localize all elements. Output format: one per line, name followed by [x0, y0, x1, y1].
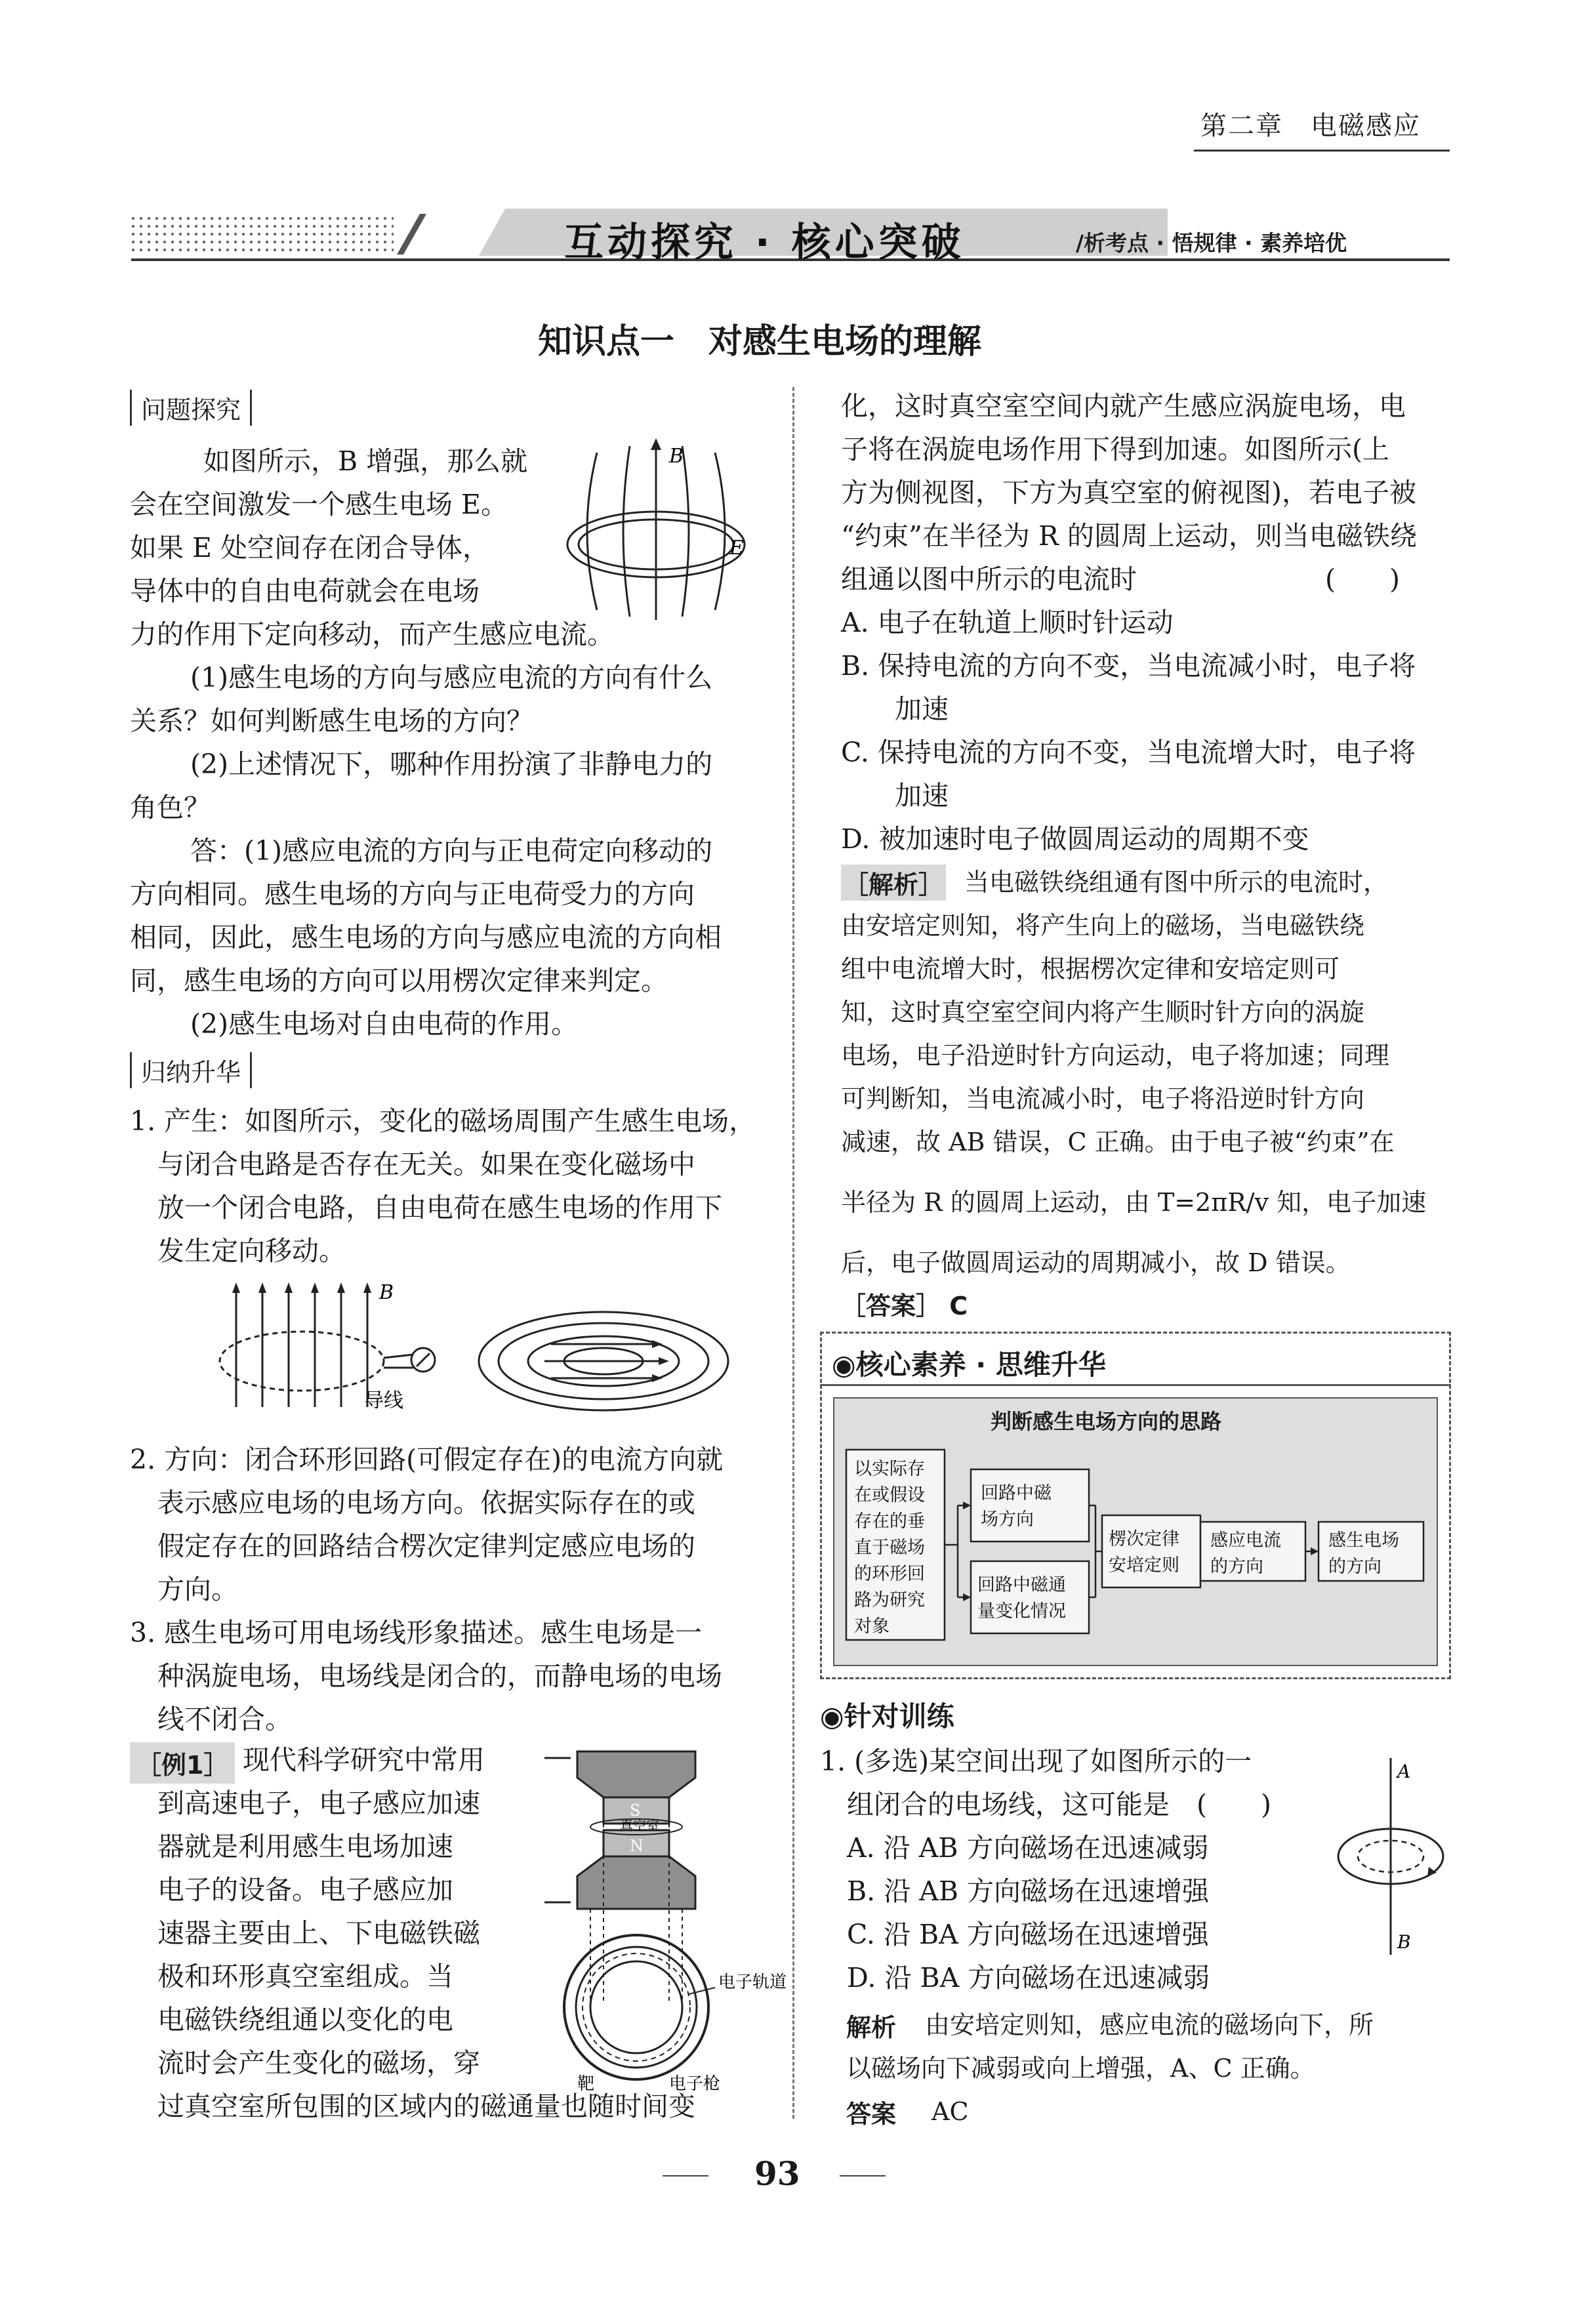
training-q1b: 组闭合的电场线，这可能是 ( ): [820, 1789, 1271, 1820]
answer-4: 同，感生电场的方向可以用楞次定律来判定。: [130, 965, 668, 996]
betatron-gun: 电子枪: [669, 2074, 721, 2093]
core-literacy-rule: [820, 1384, 1451, 1386]
analysis-5: 电场，电子沿逆时针方向运动，电子将加速；同理: [841, 1041, 1390, 1070]
flow-law-1: 楞次定律: [1109, 1529, 1179, 1549]
item2-line3: 假定存在的回路结合楞次定律判定感应电场的: [157, 1530, 695, 1562]
option-C-cont: 加速: [841, 780, 949, 811]
example-line1: 现代科学研究中常用: [243, 1744, 485, 1776]
flow-start-1: 以实际存: [854, 1459, 925, 1479]
betatron-N: N: [630, 1837, 644, 1855]
flow-a-2: 场方向: [981, 1509, 1034, 1530]
section-title: 互动探究 · 核心突破: [564, 220, 965, 266]
flow-b-1: 回路中磁通: [977, 1575, 1066, 1595]
flow-b-2: 量变化情况: [977, 1601, 1066, 1622]
betatron-S: S: [630, 1801, 641, 1820]
q-intro-2: 会在空间激发一个感生电场 E。: [130, 489, 508, 520]
fig-closed-A: A: [1397, 1761, 1411, 1782]
answer-line: ［答案］ C: [841, 1292, 968, 1320]
answer-5: (2)感生电场对自由电荷的作用。: [190, 1008, 579, 1040]
flow-law-2: 安培定则: [1109, 1555, 1179, 1576]
core-literacy-title: ◉核心素养 · 思维升华: [832, 1349, 1106, 1381]
answer-3: 相同，因此，感生电场的方向与感应电流的方向相: [130, 922, 722, 953]
example-line8: 流时会产生变化的磁场，穿: [157, 2047, 480, 2079]
answer-1: 答：(1)感应电流的方向与正电荷定向移动的: [190, 835, 713, 867]
knowledge-title: 知识点一 对感生电场的理解: [538, 322, 982, 361]
fig-closed-B: B: [1397, 1931, 1411, 1953]
fig2-label-B: B: [379, 1281, 394, 1304]
item1-line1: 1. 产生：如图所示，变化的磁场周围产生感生电场，: [130, 1105, 756, 1137]
example-line9: 过真空室所包围的区域内的磁通量也随时间变: [157, 2091, 695, 2122]
training-analysis-2: 以磁场向下减弱或向上增强，A、C 正确。: [846, 2054, 1315, 2083]
question-1b: 关系？如何判断感生电场的方向？: [130, 705, 533, 737]
cont-line4: “约束”在半径为 R 的圆周上运动，则当电磁铁绕: [841, 520, 1417, 552]
training-answer: AC: [931, 2097, 969, 2126]
example-line3: 器就是利用感生电场加速: [157, 1831, 453, 1862]
page-number-dash-left: [663, 2175, 708, 2176]
cont-line1: 化，这时真空室空间内就产生感应涡旋电场，电: [841, 390, 1406, 422]
option-B-cont: 加速: [841, 693, 949, 725]
q-intro-1: 如图所示，B 增强，那么就: [203, 445, 528, 477]
example-line6: 极和环形真空室组成。当: [157, 1961, 453, 1992]
flow-start-4: 直于磁场: [854, 1538, 925, 1558]
item2-line2: 表示感应电场的电场方向。依据实际存在的或: [157, 1487, 695, 1519]
flow-diagram: [840, 1437, 1430, 1660]
flow-field-2: 的方向: [1328, 1557, 1381, 1577]
flow-cur-1: 感应电流: [1210, 1530, 1281, 1551]
training-optA: A. 沿 AB 方向磁场在迅速减弱: [820, 1832, 1209, 1864]
example-line4: 电子的设备。电子感应加: [157, 1874, 453, 1906]
analysis-1: 当电磁铁绕组通有图中所示的电流时，: [964, 868, 1389, 897]
figure-induced-field: [558, 433, 761, 623]
column-divider: [792, 387, 794, 2119]
item3-line3: 线不闭合。: [157, 1704, 292, 1735]
cont-line5: 组通以图中所示的电流时 ( ): [841, 563, 1400, 595]
analysis-9: 后，电子做圆周运动的周期减小，故 D 错误。: [841, 1248, 1351, 1277]
problem-explore-label: 问题探究: [130, 390, 252, 426]
item2-line4: 方向。: [157, 1574, 238, 1605]
training-answer-label: 答案: [846, 2100, 897, 2129]
item1-line2: 与闭合电路是否存在无关。如果在变化磁场中: [157, 1149, 695, 1180]
cont-line3: 方为侧视图，下方为真空室的俯视图)，若电子被: [841, 477, 1416, 508]
answer-2: 方向相同。感生电场的方向与正电荷受力的方向: [130, 878, 695, 910]
question-2a: (2)上述情况下，哪种作用扮演了非静电力的: [190, 748, 713, 780]
analysis-8: 半径为 R 的圆周上运动，由 T=2πR/v 知，电子加速: [841, 1188, 1427, 1217]
question-2b: 角色？: [130, 792, 211, 823]
q-intro-3: 如果 E 处空间存在闭合导体，: [130, 532, 489, 563]
option-A: A. 电子在轨道上顺时针运动: [841, 607, 1174, 638]
item2-line1: 2. 方向：闭合环形回路(可假定存在)的电流方向就: [130, 1444, 724, 1475]
flow-cur-2: 的方向: [1210, 1557, 1263, 1577]
cont-line2: 子将在涡旋电场作用下得到加速。如图所示(上: [841, 434, 1389, 465]
option-D: D. 被加速时电子做圆周运动的周期不变: [841, 823, 1309, 855]
figure-betatron: [538, 1738, 787, 2093]
training-analysis-label: 解析: [846, 2013, 897, 2042]
flow-a-1: 回路中磁: [981, 1483, 1052, 1503]
q-intro-4: 导体中的自由电荷就会在电场: [130, 575, 480, 607]
training-optD: D. 沿 BA 方向磁场在迅速减弱: [820, 1962, 1210, 1993]
flow-start-7: 对象: [854, 1616, 890, 1637]
figure-closed-field: [1332, 1751, 1450, 1974]
fig1-label-E: E: [729, 537, 744, 560]
section-subtitle: /析考点 · 悟规律 · 素养培优: [1076, 230, 1347, 256]
training-analysis-1: 由安培定则知，感应电流的磁场向下，所: [925, 2011, 1374, 2039]
flow-field-1: 感生电场: [1328, 1530, 1399, 1551]
example-label: ［例1］: [130, 1742, 235, 1784]
flow-subtitle: 判断感生电场方向的思路: [991, 1409, 1222, 1434]
item1-line4: 发生定向移动。: [157, 1235, 346, 1267]
analysis-6: 可判断知，当电流减小时，电子将沿逆时针方向: [841, 1084, 1365, 1113]
fig1-label-B: B: [669, 445, 684, 468]
training-q1: 1. (多选)某空间出现了如图所示的一: [820, 1746, 1252, 1777]
example-line5: 速器主要由上、下电磁铁磁: [157, 1917, 480, 1949]
chapter-header: 第二章 电磁感应: [1200, 111, 1421, 141]
q-intro-5: 力的作用下定向移动，而产生感应电流。: [130, 619, 614, 650]
question-1a: (1)感生电场的方向与感应电流的方向有什么: [190, 662, 713, 693]
item3-line2: 种涡旋电场，电场线是闭合的，而静电场的电场: [157, 1660, 722, 1692]
flow-start-3: 存在的垂: [854, 1511, 925, 1532]
header-rule-top: [1194, 150, 1450, 152]
flow-start-2: 在或假设: [854, 1485, 925, 1505]
fig2-label-wire: 导线: [364, 1389, 403, 1412]
betatron-vacuum: 真空室: [620, 1818, 659, 1833]
analysis-2: 由安培定则知，将产生向上的磁场，当电磁铁绕: [841, 911, 1365, 940]
betatron-track: 电子轨道: [718, 1972, 787, 1992]
flow-start-6: 路为研究: [854, 1590, 925, 1610]
analysis-3: 组中电流增大时，根据楞次定律和安培定则可: [841, 954, 1340, 983]
training-optB: B. 沿 AB 方向磁场在迅速增强: [820, 1875, 1209, 1907]
summary-label: 归纳升华: [130, 1052, 252, 1088]
page-number: 93: [754, 2154, 800, 2193]
option-B: B. 保持电流的方向不变，当电流减小时，电子将: [841, 650, 1416, 682]
betatron-target: 靶: [577, 2074, 595, 2093]
item1-line3: 放一个闭合电路，自由电荷在感生电场的作用下: [157, 1192, 722, 1223]
training-optC: C. 沿 BA 方向磁场在迅速增强: [820, 1919, 1209, 1950]
item3-line1: 3. 感生电场可用电场线形象描述。感生电场是一: [130, 1617, 703, 1648]
training-title: ◉针对训练: [820, 1700, 954, 1732]
analysis-7: 减速，故 AB 错误，C 正确。由于电子被“约束”在: [841, 1128, 1395, 1156]
page-number-dash-right: [840, 2175, 886, 2176]
flow-start-5: 的环形回: [854, 1564, 925, 1584]
example-line7: 电磁铁绕组通以变化的电: [157, 2004, 453, 2035]
analysis-4: 知，这时真空室空间内将产生顺时针方向的涡旋: [841, 998, 1365, 1027]
analysis-label: ［解析］: [841, 865, 946, 901]
example-line2: 到高速电子，电子感应加速: [157, 1788, 480, 1819]
option-C: C. 保持电流的方向不变，当电流增大时，电子将: [841, 737, 1416, 768]
figure-field-circuit: [216, 1276, 741, 1420]
